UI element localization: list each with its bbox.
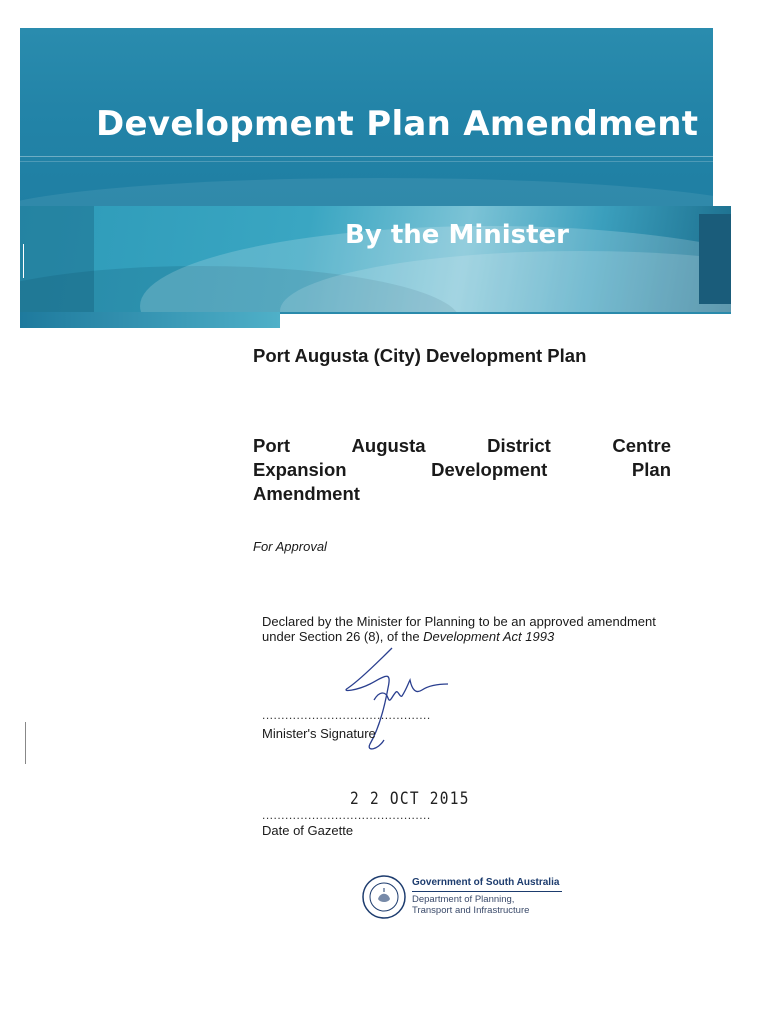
title-word: Augusta bbox=[351, 435, 426, 456]
department-name-line-1: Department of Planning, bbox=[412, 894, 515, 905]
government-name: Government of South Australia bbox=[412, 877, 560, 888]
banner-line bbox=[20, 156, 713, 157]
gazette-date-stamp: 2 2 OCT 2015 bbox=[350, 789, 470, 809]
title-word: Expansion bbox=[253, 459, 347, 480]
title-word: Port bbox=[253, 435, 290, 456]
banner-subtitle: By the Minister bbox=[345, 220, 570, 250]
banner-line bbox=[20, 161, 713, 162]
minister-signature bbox=[330, 640, 460, 760]
title-word: Development bbox=[431, 459, 548, 480]
banner-title: Development Plan Amendment bbox=[96, 104, 699, 144]
amendment-title bbox=[253, 434, 671, 506]
declaration-text bbox=[262, 614, 662, 644]
banner-right-block bbox=[699, 214, 731, 304]
signature-line: ............................................ bbox=[262, 708, 431, 722]
amendment-title-line-1 bbox=[253, 434, 671, 458]
amendment-title-line-2 bbox=[253, 458, 671, 482]
scan-mark bbox=[25, 722, 26, 764]
title-word: Plan bbox=[631, 459, 671, 480]
title-word: District bbox=[487, 435, 551, 456]
sa-government-seal-icon bbox=[361, 874, 407, 920]
department-name-line-2: Transport and Infrastructure bbox=[412, 905, 530, 916]
act-name: Development Act 1993 bbox=[423, 629, 555, 644]
logo-divider bbox=[412, 891, 562, 892]
title-word: Centre bbox=[612, 435, 671, 456]
banner-strip-accent bbox=[20, 312, 280, 328]
approval-status: For Approval bbox=[253, 539, 327, 554]
banner-swoosh bbox=[20, 178, 713, 206]
signature-label: Minister's Signature bbox=[262, 726, 376, 741]
title-word: Amendment bbox=[253, 483, 360, 504]
plan-name: Port Augusta (City) Development Plan bbox=[253, 345, 587, 366]
banner-top bbox=[20, 28, 713, 206]
gazette-label: Date of Gazette bbox=[262, 823, 354, 838]
gazette-line: ............................................ bbox=[262, 808, 431, 822]
banner-bottom bbox=[20, 206, 731, 312]
declaration-body: Declared by the Minister for Planning to be an approved amendment under Section 26 (8), of the bbox=[262, 614, 656, 644]
amendment-title-line-3 bbox=[253, 482, 671, 506]
scan-mark bbox=[23, 244, 24, 278]
